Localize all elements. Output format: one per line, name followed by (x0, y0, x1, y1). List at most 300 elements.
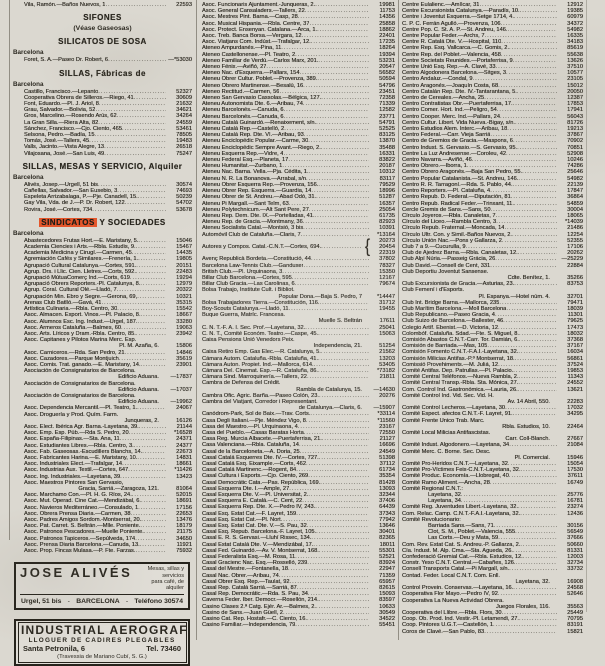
entry-text: C. N. T., Comité Económ. Teatro.—Caspe, 45. (202, 330, 319, 337)
phone-number: 15046 (176, 237, 192, 244)
phone-number: 37867 (567, 132, 583, 139)
entry-text: Asoc. Obrera Prensa Diaria.—Carmen, 38 (24, 510, 131, 517)
entry-text: Casal Esq. Repub. Barcelona.-F. Layret, 105. (202, 529, 317, 536)
phone-number: 13093 (379, 485, 395, 492)
column-rule-1 (196, 0, 197, 640)
entry-text: Juegos Florales, 116. (496, 603, 550, 610)
phone-number: 35354 (379, 473, 395, 480)
phone-number: 21562 (379, 349, 395, 356)
phone-number: 22884 (567, 262, 583, 269)
phone-number: 30609 (176, 94, 192, 101)
entry-text: Asoc. Treb. Banca Borsa.—Vergara, 12 (202, 33, 302, 40)
entry-text: Asoc. Carniceros.—Rda. San Pedro, 21 (24, 349, 125, 356)
entry-text: Comité Central Teléfonos.—Nueva Rambla, 2. (402, 374, 519, 381)
phone-number: 20050 (567, 88, 583, 95)
entry-text: Gay Vila, Vda. de J.—P. Dr. Robert, 122 (24, 200, 125, 207)
phone-number: 55301 (379, 547, 395, 554)
phone-number: 19294 (176, 275, 192, 282)
dot-leader (307, 374, 369, 380)
entry-text: Com. Relac. Camp. C.N.T.-F.A.I.-Layetana, 32. (402, 510, 521, 517)
entry-text: Casal Rep. Democrátic.—Rda. S. Pau, 34 (202, 591, 308, 598)
entry-text: Autores y Compos. Catal.-C.N.T.—Cortes, 694. (202, 243, 322, 250)
entry-text: Comité Central Transp.-Rbla. Sta. Mónica, 27. (402, 380, 519, 387)
phone-number: 70795 (567, 616, 583, 623)
entry-text: Círculo Unión Nac.—Pons y Gallarza, 2 (402, 237, 502, 244)
phone-number: 37611 (567, 473, 583, 480)
phone-number: 34372 (567, 20, 583, 27)
phone-number: *14447 (376, 293, 395, 300)
entry-text: Club 7 a 9.—Cucurulla, 9 (402, 243, 466, 250)
phone-number: —17837 (170, 374, 192, 381)
phone-number: 15821 (567, 628, 583, 635)
entry-text: Agrup. Coral. Cultural Olé.—Lladó, 7 (24, 287, 117, 294)
phone-number: 75247 (176, 150, 192, 157)
ad-jose-alives-bottom (20, 595, 184, 605)
phone-number: 72550 (379, 430, 395, 436)
entry-text: Caverna Feder. Iber. Democr.—Rosellón, 214. (202, 597, 319, 604)
entry-text: Centro Repub. D. Federal.—Diputación, 81 (402, 194, 511, 201)
entry-text: Asoc. Marchamo Con.—Pl. H. G. Ríos, 24. (24, 492, 132, 499)
phone-number: 81064 (176, 485, 192, 492)
phone-number: 25041 (379, 324, 395, 331)
phone-number: 13870 (379, 138, 395, 145)
phone-number: 18065 (567, 212, 583, 219)
directory-entry (13, 548, 192, 554)
entry-text: Agrup. Drs. i Llic. Cien. Lletres.—Corts, 592. (24, 268, 136, 275)
entry-text: Comité Local Milicias Antifascistas. (402, 430, 491, 437)
phone-number: 22401 (379, 33, 395, 40)
phone-number: 22653 (176, 510, 192, 517)
entry-text: Comité Control Lecheros.—Layetana, 30 (402, 405, 506, 412)
ad-city: BARCELONA (76, 597, 120, 605)
phone-number: *11426 (174, 467, 192, 474)
entry-text: Cooperativa del Llibre.—Rbla. Flors, 30 (402, 609, 502, 616)
entry-text: Centro Obrero.—Iborra, 1 (402, 163, 467, 170)
entry-text: Casino Clases 2.ª Catg. Ejér. Ar.—Balmes, 2. (202, 603, 317, 610)
entry-text: Casal Esq. Estat Cat. Dte. V.—S. Pau, 32 (202, 523, 307, 530)
entry-text: Asociación de Consignatarios de Barcelona. (24, 392, 136, 399)
entry-text: Edificio Aduana. (118, 374, 159, 381)
phone-number: 23274 (567, 504, 583, 511)
entry-text: Ateneo Castellonense.—Pl. Teatro, 2 (202, 51, 296, 58)
phone-number: 21175 (176, 529, 192, 536)
ad-aerograf-name: INDUSTRIAL AEROGRAF (21, 622, 188, 637)
phone-number: 17530 (567, 467, 583, 474)
section-header: SILLAS, Fábricas de (59, 68, 146, 78)
entry-text: Comité Ramo Aliment.—Ancha, 28 (402, 479, 490, 486)
entry-text: Independencia, 21. (313, 343, 362, 350)
phone-number: 34183 (567, 39, 583, 46)
dot-leader (318, 331, 369, 337)
entry-text: Asoc. Comis. Trat. ganado.—E. Maristany, 14. (24, 361, 141, 368)
entry-text: Boy-Scouts Catalunya.—Lladó, 11 (202, 305, 289, 312)
phone-number: 50660 (567, 541, 583, 548)
phone-number: 15063 (379, 330, 395, 337)
entry-text: Ateneo Obrero Martinense.—Besalú, 16 (202, 82, 304, 89)
directory-entry (202, 622, 395, 628)
column-rule-left (9, 0, 10, 540)
phone-number: 21084 (567, 442, 583, 449)
phone-number: 83117 (379, 175, 395, 182)
phone-number: *11560 (377, 417, 395, 424)
entry-text: Centro Federal.—Carr. Vieja Sarriá (402, 132, 491, 139)
phone-number: 15093 (379, 591, 395, 598)
entry-text: Comité Merc. C. Borne. Sec. Desc. (402, 448, 491, 455)
phone-number: *14039 (564, 219, 583, 226)
phone-number: 32701 (567, 293, 583, 300)
entry-text: La Gran Silla.—Riera Alta, 82 (24, 119, 99, 126)
entry-text: Vila, Ramón.—Baños Nuevos, 1 (24, 2, 106, 8)
phone-number: 82615 (379, 585, 395, 592)
dot-leader (141, 362, 166, 368)
entry-text: Centre Excursionista Catalunya.—Paradís, 10. (402, 8, 520, 15)
entry-text: Asoc. Funcionaris Ajuntament.-Junqueras, 2. (202, 2, 316, 8)
phone-number: 22464 (567, 423, 583, 430)
entry-text: Barriada Sans.—Sans, 71 (428, 523, 494, 530)
see-also-note: (Véase Gaseosas) (73, 25, 132, 33)
phone-number: 22593 (176, 2, 192, 8)
entry-text: Asoc. Viatjans Com. Indúst.—Trafalgar, 12. (202, 39, 311, 46)
entry-text: Ateneu Rep. de Gracia.—Montmany, 36 (202, 219, 303, 226)
phone-number: 24559 (176, 119, 192, 126)
phone-number: 18691 (176, 498, 192, 505)
entry-text: Comité Antifas. Dep. Patrullas.—Pl. Palacio. (402, 367, 514, 374)
phone-number: 25646 (567, 169, 583, 176)
entry-text: Centro Popular Catalanista.—St. Andreu, 146. (402, 175, 519, 182)
entry-text: Asoc. Maestros Pintores San Gervasio, (24, 479, 124, 486)
ad-tag-line2: para café, de alquiler (151, 579, 184, 592)
entry-text: Centro Comer. Hort. Ind.—Peligro, 54 (402, 107, 497, 114)
phone-number: 53405 (379, 361, 395, 368)
phone-number: 54982 (567, 26, 583, 33)
entry-text: Comité Pro-Heridos C.N.T.—Layetana, 32 (402, 461, 508, 468)
phone-number: 54702 (176, 200, 192, 207)
entry-text: Ateneu Rep. Dem. Dte. IX.—Portelladas, 41. (202, 212, 315, 219)
phone-number: 22673 (176, 448, 192, 455)
entry-text: Consell Transports Catal.—Pi Margall, s/n. (402, 566, 510, 573)
phone-number: 30004 (567, 206, 583, 213)
phone-number: 77942 (379, 516, 395, 523)
dot-leader (509, 566, 557, 572)
entry-text: Centro Cultur. Libert. Vida Nueva.-Bigay, s/n. (402, 119, 515, 126)
phone-number: 17235 (379, 39, 395, 46)
phone-number: 81331 (567, 547, 583, 554)
left-column (13, 2, 192, 666)
dot-leader (92, 207, 166, 213)
phone-number: 56582 (379, 70, 395, 77)
phone-number: 81428 (379, 479, 395, 486)
middle-column-entries (202, 2, 395, 629)
phone-number: 23105 (567, 76, 583, 83)
entry-text: Cámara Sind. Marroquinería.—Tallers, 22 (202, 374, 307, 381)
phone-number: 72358 (379, 95, 395, 102)
phone-number: 20273 (379, 237, 395, 244)
entry-text: Popular Dona.—Baja S. Pedro, 7 (278, 293, 362, 300)
entry-text: Ateneo Ampurdanés.—Pina, 11 (202, 45, 282, 52)
phone-number: 53678 (176, 206, 192, 213)
phone-number: *13164 (376, 231, 395, 238)
phone-number: 31712 (379, 299, 395, 306)
entry-text: Asoc. Prensa Diaria Barcelona.—Canuda, 13. (24, 541, 140, 548)
entry-text: Casa Valenciana.—Rbla. Cataluña, 14 (202, 442, 299, 449)
entry-text: Ateneo San Gervasio Cassolas.—Bélgica, 127. (202, 95, 322, 102)
right-column-entries (402, 2, 583, 635)
entry-text: Asoc. Armeros Cataluña.—Balmes, 60 (24, 324, 122, 331)
phone-number: 12436 (567, 510, 583, 517)
entry-text: Asoc. España-Filipinas.—Sta. Ana, 11 (24, 436, 120, 443)
entry-text: Ateneu Obrer de St. Andreu.—Abad Odó, 31. (202, 194, 317, 201)
entry-text: Comité Frente Único Trab. Marc. (402, 417, 485, 424)
ad-aerograf-address-row (21, 644, 183, 654)
dot-leader (136, 331, 166, 337)
phone-number: 37510 (567, 64, 583, 71)
phone-number: 35488 (379, 144, 395, 151)
entry-text: Cámara Auton. Propiet. Ind.—Mallorca, 614. (202, 361, 314, 368)
phone-number: 25858 (379, 20, 395, 27)
city-subheader: Barcelona (13, 173, 44, 181)
entry-text: Centro de Gremios de Gracia.—Maspons, 6 (402, 138, 513, 145)
phone-number: 15542 (176, 306, 192, 313)
city-subheader: Barcelona (13, 49, 44, 57)
directory-entry (13, 57, 192, 63)
entry-text: Grau, Salvador.—Bolivia, 52 (24, 107, 96, 114)
phone-number: 55638 (567, 51, 583, 58)
phone-number: 74693 (176, 188, 192, 195)
phone-number: 18011 (379, 541, 395, 548)
entry-text: Club Femení i d'Esports. (402, 287, 465, 294)
entry-text: Ateneo Rectitud.—Carmen, 56 (202, 88, 280, 95)
entry-text: Cámara Del. Cinemat. Esp.—R. Cataluña, 86. (202, 367, 319, 374)
phone-number: 34264 (176, 113, 192, 120)
ad-address: Urgel, 51 bis (21, 597, 62, 605)
entry-text: Com. Rev. Estat Cat. S. Andreu.-P. Gallarza, 2. (402, 541, 521, 548)
entry-text: Colombóf. Cataluña. Sdad.—Fte. S. Miguel, 8. (402, 330, 519, 337)
phone-number: 52646 (567, 591, 583, 598)
phone-number: 24552 (567, 380, 583, 387)
dot-leader (513, 411, 557, 417)
phone-number: 15012 (567, 82, 583, 89)
phone-number: 30156 (567, 523, 583, 530)
ad-phone: Tel. 73460 (146, 644, 181, 654)
directory-entry (13, 2, 192, 8)
phone-number: 23942 (176, 330, 192, 337)
phone-number: 19455 (379, 305, 395, 312)
phone-number: 82365 (379, 535, 395, 542)
phone-number: 83191 (567, 622, 583, 629)
entry-text: Artística Culinaria.—Rbla. Centro, 30 (24, 306, 118, 313)
phone-number: 33280 (176, 318, 192, 325)
phone-number: 12979 (176, 281, 192, 288)
phone-number: 17156 (176, 504, 192, 511)
entry-text: Casal Esq. Estat Cat.—F. Layret, 159 (202, 510, 297, 517)
entry-text: Ateneu Catalá Guinardó.—Renaixement, s/n. (202, 119, 317, 126)
phone-number: 13646 (379, 523, 395, 530)
phone-number: 22483 (176, 268, 192, 275)
entry-text: Ateneu Polytechnicum.—Alt Sant Pere, 27 (202, 206, 309, 213)
dot-leader (289, 306, 369, 312)
phone-number: 17032 (567, 405, 583, 412)
entry-text: Casal Estat Catalá Dte. V.—Mendizábal, 17. (202, 541, 314, 548)
dot-leader (321, 244, 363, 250)
phone-number: *16528 (173, 430, 192, 437)
phone-number: 70851 (567, 144, 583, 151)
entry-text: Casal Cultura i Esports.—Cjo. Ciento, 269 (202, 473, 309, 480)
phone-number: 37343 (379, 510, 395, 517)
dot-leader (490, 480, 557, 486)
entry-text: Casal Catalá Esquerres Dte. IV.—Cortes, 727. (202, 454, 319, 461)
directory-entry (13, 207, 192, 213)
phone-number: 55451 (379, 622, 395, 629)
phone-number: 10312 (379, 169, 395, 176)
entry-text: Cía. Indust. M. Alp. Cma.—Sta. Agueda, 26. (402, 547, 513, 554)
entry-text: Ateneo Nac. d'Esquerra.—Pallars, 154 (202, 70, 300, 77)
entry-text: Billar Club Barcelona.—Cortes, 595 (202, 274, 292, 281)
entry-text: Casal Esq. Estat Cat.—Pl. Nort (202, 516, 281, 523)
dot-leader (520, 511, 557, 517)
entry-text: Ateneu Socialista Catal.—Montsió, 3 bis (202, 225, 304, 232)
phone-number: 16781 (567, 498, 583, 505)
entry-text: Comité Reg. Juventudes Libert.-Layetana, 32. (402, 504, 519, 511)
entry-text: Asoc. Industriales Elect.—Trafalgar, 14 (24, 461, 123, 468)
entry-text: Casa Degli Italiani.—Pje. Méndez Vigo, 8 (202, 417, 306, 424)
phone-number: 19853 (567, 367, 583, 374)
entry-text: Font, Eduardo.—Pl. J. Ariol, 8 (24, 101, 99, 108)
entry-text: Asoc. Ing. Industriales.—Layetana, 39 (24, 473, 121, 480)
phone-number: 79471 (567, 299, 583, 306)
phone-number: 78505 (176, 132, 192, 139)
phone-number: 16696 (379, 442, 395, 449)
entry-text: Casal Fed. Guinardó.—Av. V. Montserrat, 168. (202, 547, 319, 554)
phone-number: 22283 (567, 399, 583, 405)
phone-number: 32344 (379, 492, 395, 499)
phone-number: 25449 (567, 609, 583, 616)
entry-text: Centre Rep. Esq. Vallcarca.—C. Gomis, 2. (402, 45, 510, 52)
entry-text: Contad. Feder. Local C.N.T. Com. Enll. (402, 572, 500, 579)
entry-text: Castillo, Francisco.—Lepanto (24, 88, 99, 95)
phone-number: 19805 (176, 256, 192, 263)
phone-number: 19394 (379, 51, 395, 58)
phone-number: 85619 (567, 45, 583, 52)
phone-number: 13423 (176, 473, 192, 480)
phone-number: 50594 (379, 76, 395, 83)
entry-text: Ateneu Barcelonés.—Canuda, 6 (202, 113, 284, 120)
entry-text: Ateneu Pi Margall.—Sant Telm, 63 (202, 200, 289, 207)
entry-text: Casal Nac. Obrer.—Aribau, 74 (202, 572, 279, 579)
phone-number: 17473 (567, 324, 583, 331)
phone-number: 24371 (176, 436, 192, 443)
phone-number: 24067 (176, 405, 192, 412)
left-column-entries (13, 2, 192, 554)
phone-number: 61734 (379, 467, 395, 474)
phone-number: 52327 (176, 88, 192, 95)
entry-text: Asoc. Emp. Esp. Púb.—Rda S. Pedro, 20 (24, 430, 129, 437)
entry-text: Abastecedores Frutas Hort.—E. Maristany, 5. (24, 237, 139, 244)
phone-number: 14435 (176, 250, 192, 257)
phone-number: 20547 (379, 64, 395, 71)
entry-text: Centro Cooper. Merc. Ind.—Pallars, 24 (402, 113, 500, 120)
entry-text: Club David.—Consell de Cent, 331 (402, 262, 491, 269)
entry-text: Centro Indust. S. Gervasio.—S. Gervasio, 95. (402, 144, 518, 151)
entry-text: Centro R. R. Tarragoní.—Rda. S. Pablo, 44. (402, 181, 513, 188)
phone-number: 34295 (567, 411, 583, 418)
entry-text: Asoc. Fabricantes Harina.—E. Maristany, 10. (24, 454, 138, 461)
entry-text: Pl. Espanya.—Hotel núm. 4. (478, 293, 550, 300)
phone-number: 56549 (567, 529, 583, 536)
phone-number: 19213 (567, 126, 583, 133)
phone-number: 83822 (379, 157, 395, 164)
phone-number: —*53030 (168, 57, 192, 64)
entry-text: Círculo del Liceo.—Rambla Centro, 3 (402, 219, 497, 226)
section-header-highlighted (13, 218, 192, 227)
entry-text: Asoc. Droguería y Prod. Quím. Farm. (24, 411, 119, 418)
phone-number: 12167 (379, 274, 395, 281)
phone-number: 21144 (176, 423, 192, 430)
entry-text: Muelle S. Beltrán (318, 318, 362, 325)
entry-text: Casal Catalá Esq. Eixample.—Corts, 462 (202, 461, 306, 468)
entry-text: Círculo Repub. Fraternal.—Moncada, 14 (402, 225, 505, 232)
entry-text: Club Republicano.—Paseo Gracia, 4 (402, 312, 495, 319)
entry-text: Las Corts.—Deu y Mata, 59 (428, 535, 499, 542)
phone-number: 10633 (379, 603, 395, 610)
phone-number: 26518 (176, 144, 192, 151)
phone-number: 10321 (176, 293, 192, 300)
phone-number: 30401 (379, 529, 395, 536)
dot-leader (301, 232, 369, 238)
phone-number: 13203 (379, 355, 395, 362)
phone-number: 21811 (379, 374, 395, 381)
dot-leader (319, 393, 369, 399)
dot-leader (295, 281, 369, 287)
phone-number: 18264 (379, 45, 395, 52)
entry-text: Asoc. Elect. Ibérica Agr. Barna.-Layetana, 39. (24, 423, 139, 430)
phone-number: 37112 (379, 461, 395, 468)
phone-number: 51287 (379, 194, 395, 201)
entry-text: Agrupación Min. Ebro y Segre.—Gerona, 69, (24, 293, 138, 300)
entry-text: Círculo Joyeros.—Rbla. Canaletas, 7 (402, 212, 496, 219)
entry-text: Asoc. Almacen. Export. Vinos.—Pl. Palacio, 8. (24, 312, 141, 319)
phone-number: 18032 (567, 330, 583, 337)
entry-text: Casino Familiar.—Independencia, 79 (202, 622, 296, 629)
phone-number: 71339 (379, 101, 395, 108)
entry-text: Club Suizo de Barcelona.—Ballester, 46 (402, 318, 504, 325)
section-header: SIFONES (83, 13, 122, 23)
entry-text: Asoc. Patronos Tapiceros.—Sepúlveda, 174 (24, 535, 136, 542)
phone-number: 17853 (567, 101, 583, 108)
ad-jose-alives-top (20, 566, 184, 595)
entry-text: Comité Indust. Algodonero.—Layetana, 34 (402, 442, 510, 449)
entry-text: Centre Rep. del Poblet.—Valencia, 458 (402, 51, 501, 58)
phone-number: 14846 (176, 349, 192, 356)
phone-number: 34522 (379, 616, 395, 623)
entry-text: Casal Esquerra Rep. Dte. X.—Pedro IV, 243. (202, 504, 316, 511)
entry-text: Centro Aragonés.—Joaquín Costa, 68 (402, 82, 499, 89)
phone-number: 35619 (176, 355, 192, 362)
phone-number: 79674 (379, 281, 395, 288)
phone-number: 15350 (379, 268, 395, 275)
phone-number: 20151 (176, 262, 192, 269)
phone-number: 51254 (379, 343, 395, 350)
entry-text: Rambla de Catalunya, 15. (296, 386, 362, 393)
phone-number: 25776 (567, 492, 583, 499)
entry-text: Pl. Comercial. (514, 454, 550, 461)
entry-text: Selsona, Pedro.—Badía, 15 (24, 132, 95, 139)
entry-text: Pl. M. Azaña, 6. (119, 343, 159, 350)
entry-text: Club Alpí Núria.—Passeig Grácia, 26 (402, 256, 496, 263)
entry-text: Centre Unió Esq. Rep.—A. Clavé, 33 (402, 64, 496, 71)
phone-number: 23451 (379, 88, 395, 95)
ad-jose-alives-name: JOSE ALIVÉS (20, 565, 133, 581)
directory-entry (402, 629, 583, 635)
